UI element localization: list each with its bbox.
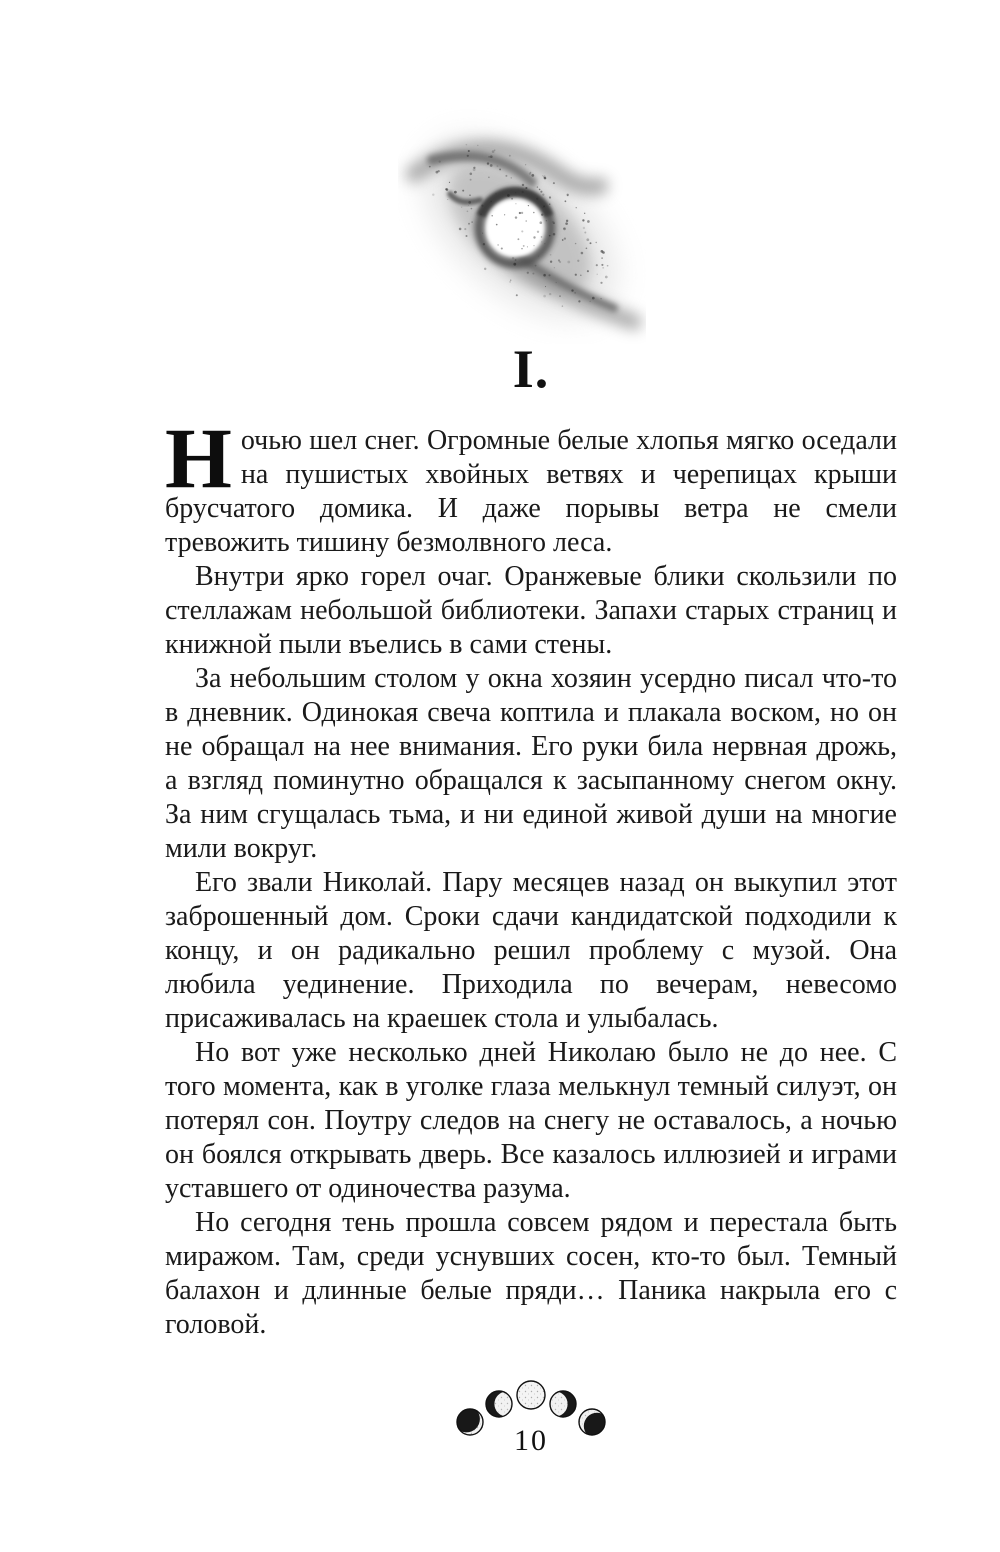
drop-cap: Н [165, 410, 232, 506]
paragraph: Его звали Николай. Пару месяцев назад он выкупил этот заброшенный дом. Сроки сдачи кандидатской подходили к концу, и он радикально решил проблему с музой. Она любила уединение. Приходила по вечерам, невесомо присаживалась на краешек стола и улыбалась. [165, 867, 897, 1034]
galaxy-illustration [398, 108, 646, 344]
paragraph: Но сегодня тень прошла совсем рядом и перестала быть миражом. Там, среди уснувших сосен, кто-то был. Темный балахон и длинные белые пряди… Паника накрыла его с головой. [165, 1207, 897, 1340]
paragraph-text: очью шел снег. Огромные белые хлопья мягко оседали на пушистых хвойных ветвях и черепицах крыши брусчатого домика. И даже порывы ветра не смели тревожить тишину безмолвного леса. [165, 425, 897, 558]
body-text [165, 410, 897, 1342]
moon-last-quarter-icon [486, 1391, 520, 1417]
paragraph [165, 410, 897, 560]
page-number: 10 [514, 1424, 548, 1457]
page-footer [165, 1366, 897, 1458]
moon-first-quarter-icon [542, 1391, 576, 1417]
chapter-heading: I. [512, 339, 550, 399]
spiral-galaxy-icon [398, 108, 646, 344]
paragraph: Но вот уже несколько дней Николаю было не до нее. С того момента, как в уголке глаза мелькнул темный силуэт, он потерял сон. Поутру следов на снегу не оставалось, а ночью он боялся открывать дверь. Все казалось иллюзией и играми уставшего от одиночества разума. [165, 1037, 897, 1204]
paragraph: За небольшим столом у окна хозяин усердно писал что-то в дневник. Одинокая свеча коптила и плакала воском, но он не обращал на нее внимания. Его руки била нервная дрожь, а взгляд поминутно обращался к засыпанному снегом окну. За ним сгущалась тьма, и ни единой живой души на многие мили вокруг. [165, 663, 897, 864]
paragraph: Внутри ярко горел очаг. Оранжевые блики скользили по стеллажам небольшой библиотеки. Запахи старых страниц и книжной пыли въелись в сами стены. [165, 561, 897, 660]
moon-full-icon [517, 1381, 545, 1409]
